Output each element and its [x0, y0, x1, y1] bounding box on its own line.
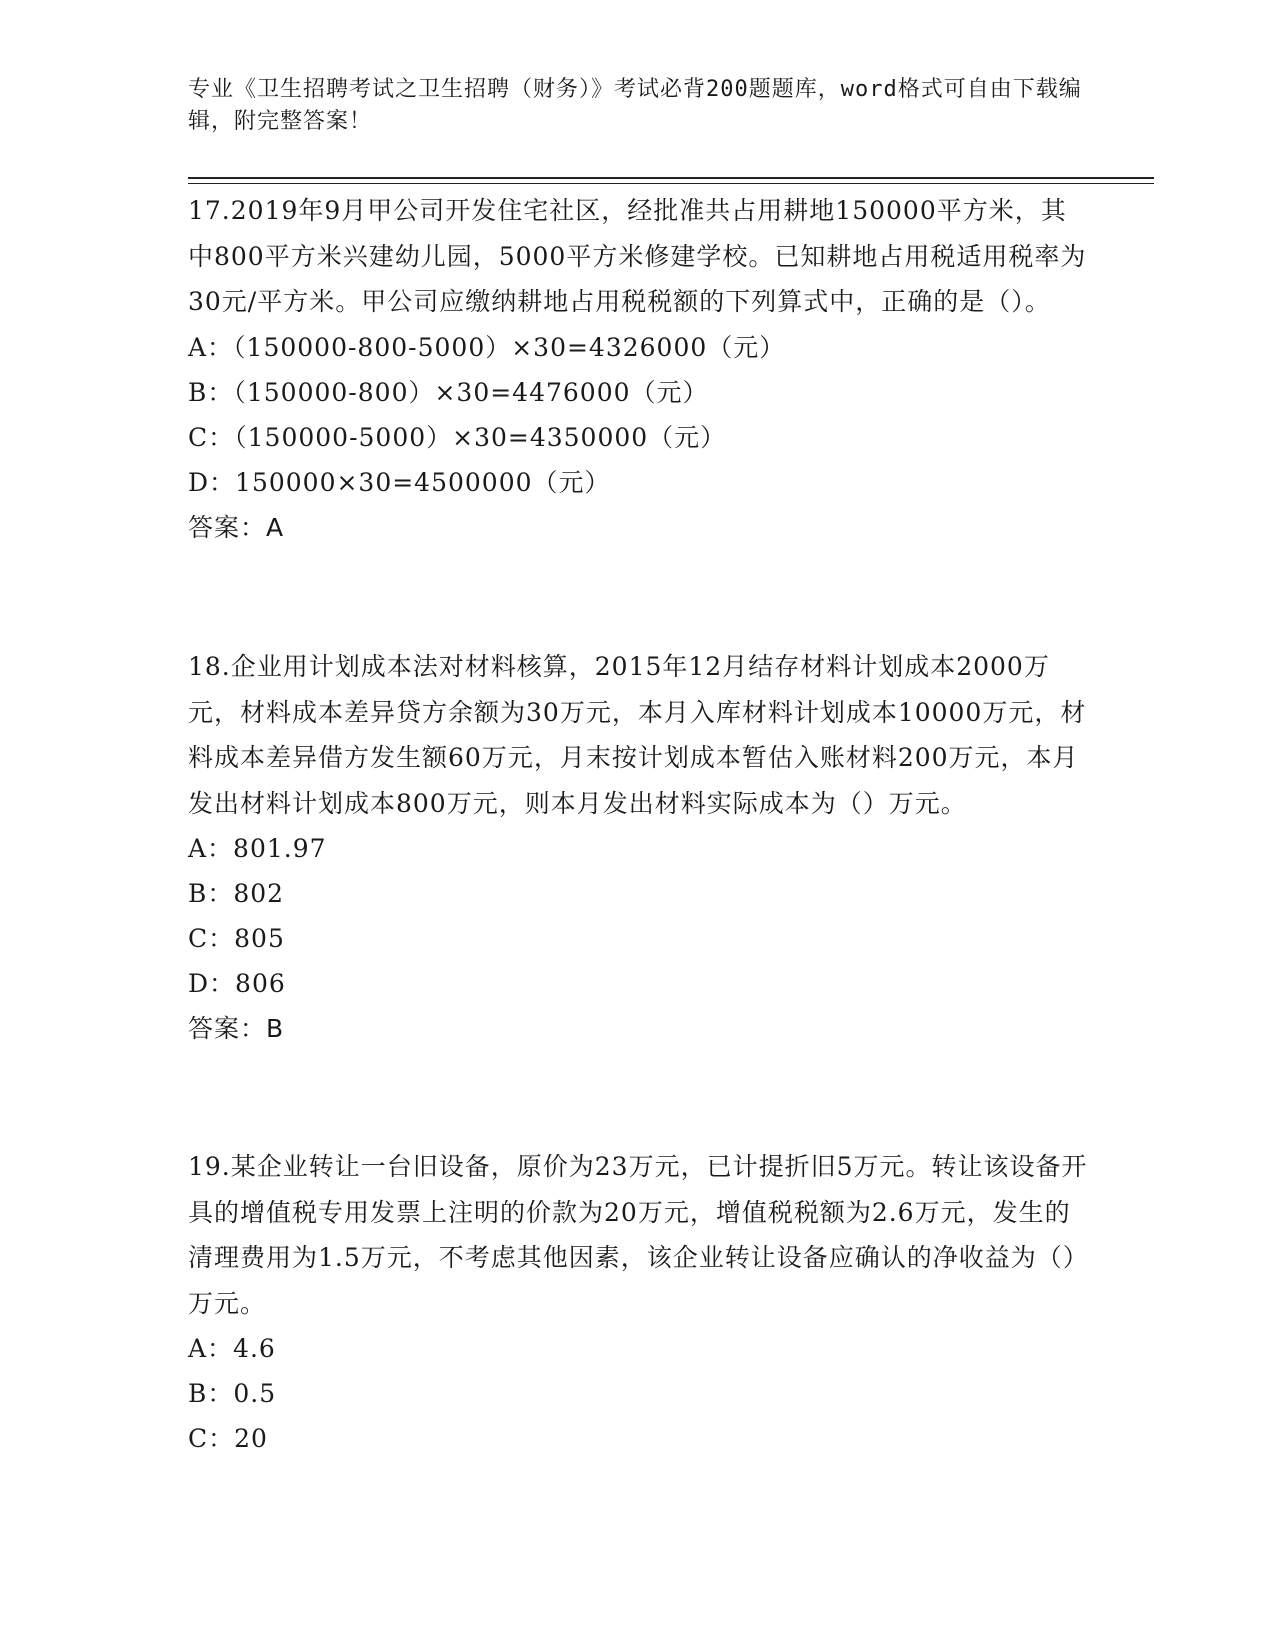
- question-stem: 17.2019年9月甲公司开发住宅社区，经批准共占用耕地150000平方米，其中800平方米兴建幼儿园，5000平方米修建学校。已知耕地占用税适用税率为30元/平方米。甲公司应缴纳耕地占用税税额的下列算式中，正确的是（）。: [188, 196, 1087, 316]
- option-d: D：150000×30=4500000（元）: [188, 467, 611, 497]
- document-header: 专业《卫生招聘考试之卫生招聘（财务）》考试必背200题题库，word格式可自由下载编辑，附完整答案！: [188, 77, 1082, 134]
- question-18: [188, 644, 1088, 1051]
- answer-line: 答案：A: [188, 512, 285, 542]
- option-a: A：801.97: [188, 834, 327, 863]
- option-a: A：4.6: [188, 1334, 276, 1363]
- question-19: [188, 1144, 1088, 1461]
- question-stem: 18.企业用计划成本法对材料核算，2015年12月结存材料计划成本2000万元，材料成本差异贷方余额为30万元，本月入库材料计划成本10000万元，材料成本差异借方发生额60万元，月末按计划成本暂估入账材料200万元，本月发出材料计划成本800万元，则本月发出材料实际成本为（）万元。: [188, 652, 1087, 818]
- header-rule-thin: [188, 183, 1154, 184]
- option-c: C：805: [188, 924, 285, 953]
- option-c: C：20: [188, 1424, 268, 1453]
- option-c: C：（150000-5000）×30=4350000（元）: [188, 422, 727, 452]
- header-rule-thick: [188, 177, 1154, 179]
- answer-line: 答案：B: [188, 1014, 285, 1043]
- option-b: B：0.5: [188, 1379, 277, 1408]
- option-b: B：802: [188, 879, 285, 908]
- question-17: [188, 188, 1088, 550]
- option-a: A：（150000-800-5000）×30=4326000（元）: [188, 332, 786, 362]
- question-stem: 19.某企业转让一台旧设备，原价为23万元，已计提折旧5万元。转让该设备开具的增值税专用发票上注明的价款为20万元，增值税税额为2.6万元，发生的清理费用为1.5万元，不考虑其他因素，该企业转让设备应确认的净收益为（）万元。: [188, 1152, 1088, 1318]
- option-d: D：806: [188, 969, 286, 998]
- option-b: B：（150000-800）×30=4476000（元）: [188, 377, 709, 407]
